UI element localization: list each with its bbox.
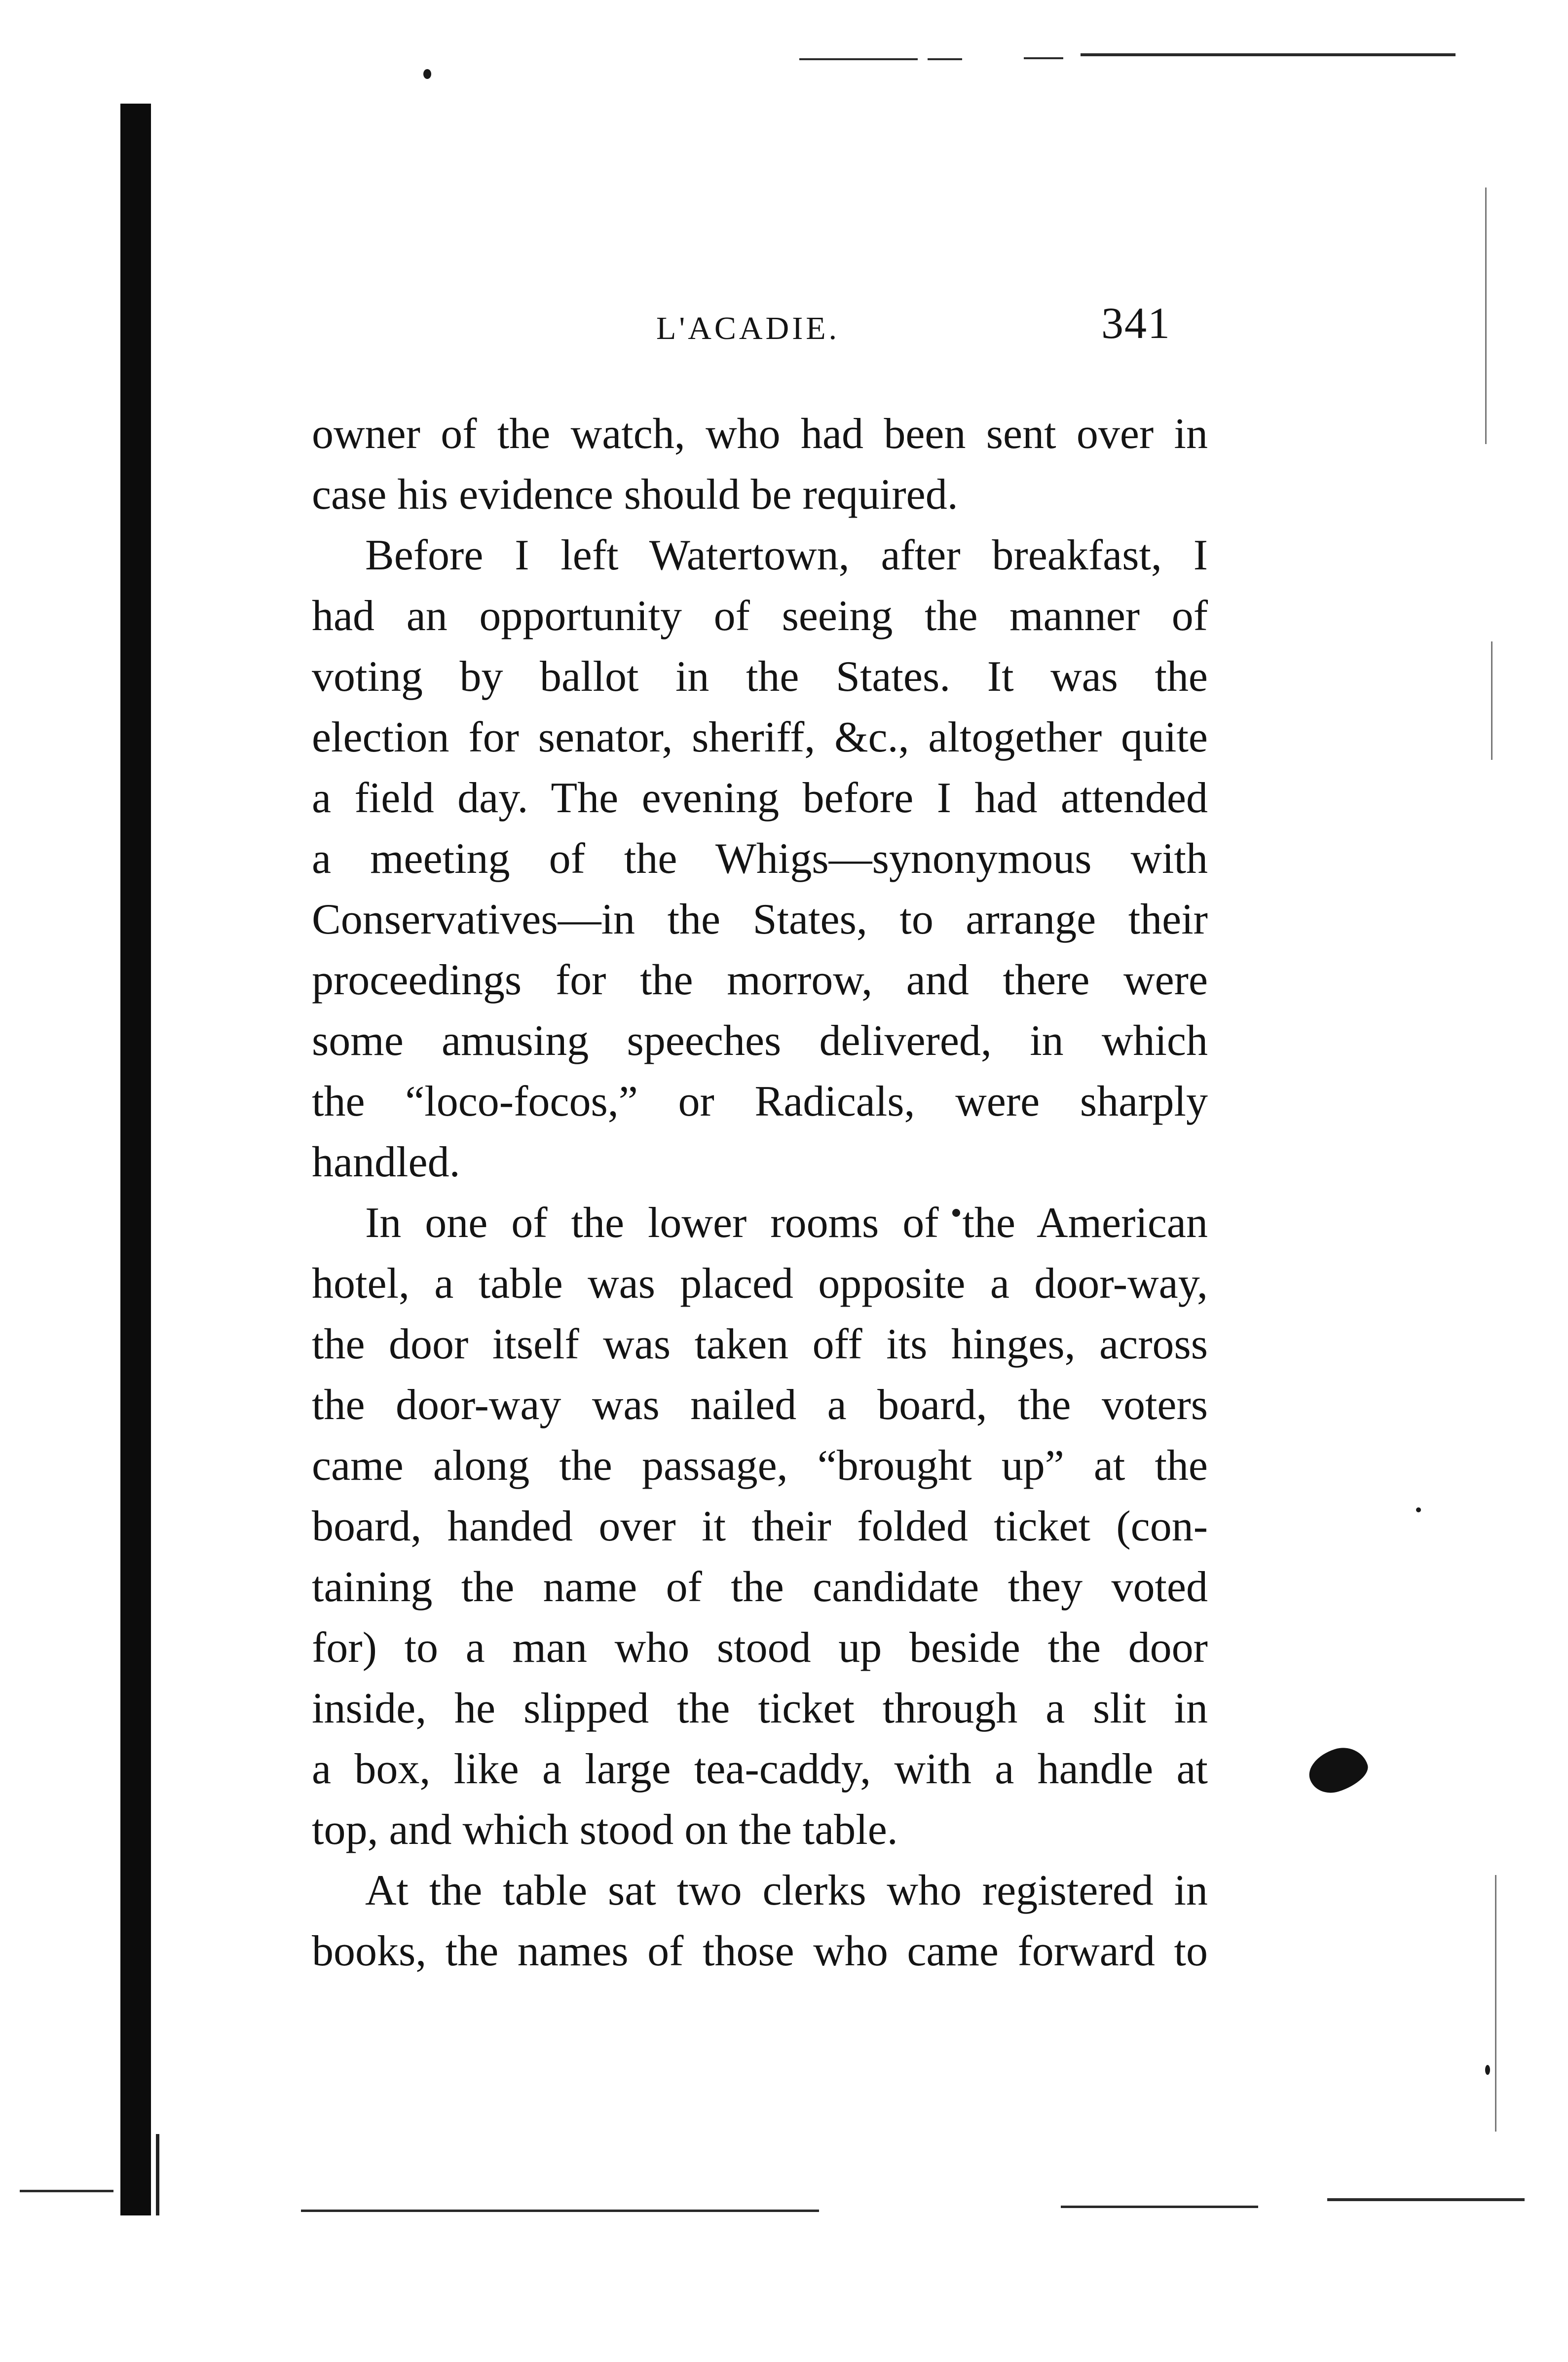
bottom-edge-line <box>1061 2206 1258 2208</box>
text-line: some amusing speeches delivered, in which <box>312 1017 1208 1065</box>
text-line: came along the passage, “brought up” at the <box>312 1442 1208 1490</box>
bottom-edge-line <box>1327 2198 1525 2201</box>
text-line: voting by ballot in the States. It was the <box>312 653 1208 701</box>
page-number: 341 <box>1101 299 1171 348</box>
text-line: the door itself was taken off its hinges, across <box>312 1320 1208 1368</box>
text-line: inside, he slipped the ticket through a slit in <box>312 1685 1208 1732</box>
top-edge-dash <box>799 58 918 60</box>
text-line: a field day. The evening before I had attended <box>312 774 1208 822</box>
top-edge-line <box>1081 53 1456 56</box>
text-line: At the table sat two clerks who registered in <box>365 1867 1208 1914</box>
text-line: board, handed over it their folded ticket (con- <box>312 1502 1208 1550</box>
text-line: taining the name of the candidate they voted <box>312 1563 1208 1611</box>
text-line: handled. <box>312 1138 460 1186</box>
text-line: case his evidence should be required. <box>312 471 958 519</box>
text-line: Before I left Watertown, after breakfast, I <box>365 531 1208 579</box>
running-head: L'ACADIE. <box>656 310 840 346</box>
text-line: the door-way was nailed a board, the voters <box>312 1381 1208 1429</box>
top-edge-dash <box>1024 57 1063 59</box>
top-edge-dash <box>928 58 962 60</box>
text-line: In one of the lower rooms of the American <box>365 1199 1208 1247</box>
text-line: owner of the watch, who had been sent over in <box>312 410 1208 458</box>
text-line: hotel, a table was placed opposite a door-way, <box>312 1260 1208 1308</box>
text-line: the “loco-focos,” or Radicals, were sharply <box>312 1078 1208 1125</box>
text-line: top, and which stood on the table. <box>312 1806 898 1854</box>
binding-shadow <box>120 104 151 2215</box>
right-edge-mark <box>1485 187 1487 444</box>
text-line: a meeting of the Whigs—synonymous with <box>312 835 1208 883</box>
bottom-edge-line <box>301 2210 819 2212</box>
text-line: a box, like a large tea-caddy, with a handle at <box>312 1745 1208 1793</box>
text-line: proceedings for the morrow, and there were <box>312 956 1208 1004</box>
binding-edge <box>156 2134 159 2215</box>
speck <box>423 69 431 79</box>
text-line: books, the names of those who came forward to <box>312 1927 1208 1975</box>
text-line: Conservatives—in the States, to arrange their <box>312 896 1208 943</box>
ink-blot <box>1304 1741 1373 1799</box>
speck <box>1416 1507 1421 1512</box>
bottom-edge-line <box>20 2190 113 2192</box>
speck <box>1485 2065 1490 2075</box>
right-edge-mark <box>1495 1875 1496 2132</box>
text-line: election for senator, sheriff, &c., altogether quite <box>312 713 1208 761</box>
text-line: had an opportunity of seeing the manner of <box>312 592 1208 640</box>
text-line: for) to a man who stood up beside the door <box>312 1624 1208 1672</box>
right-edge-mark <box>1491 641 1493 760</box>
